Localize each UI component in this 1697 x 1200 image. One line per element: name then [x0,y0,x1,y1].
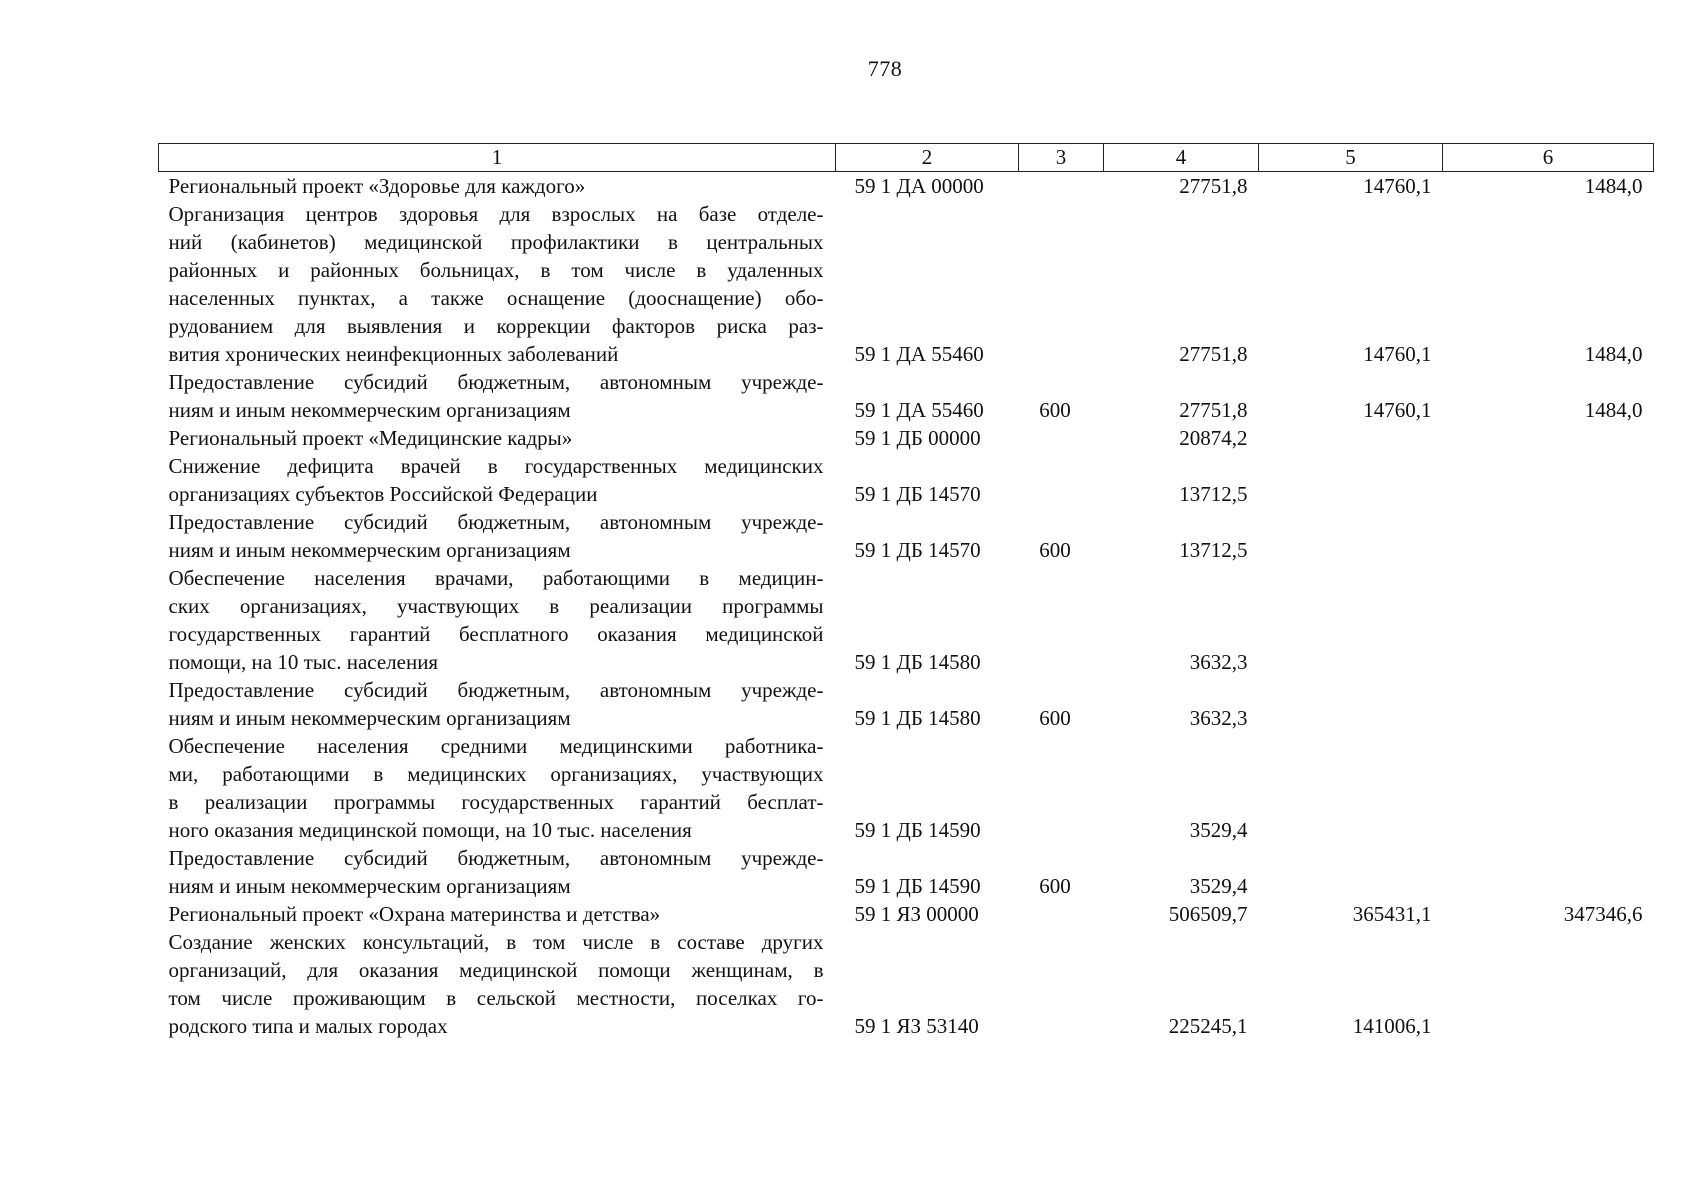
column-header-2: 2 [836,144,1019,172]
table-row [159,900,1654,928]
row-amount-col5 [1259,676,1443,732]
row-amount-col6 [1443,676,1654,732]
row-amount-col5: 365431,1 [1352,902,1432,926]
row-amount-col5: 14760,1 [1363,174,1432,198]
row-expense-type [1019,928,1104,1040]
table-row [159,424,1654,452]
row-name-line: том числе проживающим в сельской местности, поселках го- [168,986,824,1010]
row-amount-col6 [1443,564,1654,676]
row-amount-col4: 20874,2 [1179,426,1248,450]
row-expense-type [1019,452,1104,508]
row-name-line: Создание женских консультаций, в том числе в составе других [168,930,824,954]
row-name [159,368,836,424]
row-name [159,676,836,732]
table-row [159,844,1654,900]
row-name [159,452,836,508]
row-name [159,732,836,844]
table-row [159,172,1654,201]
row-name-line: вития хронических неинфекционных заболеваний [168,342,619,366]
budget-table [158,143,1654,1040]
row-target-code: 59 1 ЯЗ 00000 [854,902,979,926]
row-name-line: родского типа и малых городах [168,1014,448,1038]
row-name-line: Региональный проект «Медицинские кадры» [168,426,573,450]
table-row [159,452,1654,508]
row-name-line: Предоставление субсидий бюджетным, автономным учрежде- [168,510,824,534]
row-name [159,564,836,676]
table-row [159,676,1654,732]
row-amount-col4: 27751,8 [1179,174,1248,198]
row-amount-col4: 3632,3 [1189,706,1248,730]
row-amount-col6 [1443,452,1654,508]
row-target-code: 59 1 ДБ 14590 [854,874,981,898]
row-name-line: организаций, для оказания медицинской помощи женщинам, в [168,958,824,982]
row-expense-type: 600 [1039,398,1071,422]
table-row [159,732,1654,844]
column-header-4: 4 [1104,144,1259,172]
table-row [159,368,1654,424]
row-amount-col4: 225245,1 [1168,1014,1248,1038]
table-body [159,172,1654,1041]
row-name [159,424,836,452]
row-target-code: 59 1 ДБ 14580 [854,650,981,674]
table-row [159,928,1654,1040]
column-header-3: 3 [1019,144,1104,172]
row-amount-col6 [1443,508,1654,564]
table-row [159,200,1654,368]
row-amount-col5 [1259,732,1443,844]
row-expense-type: 600 [1039,538,1071,562]
header-row [159,144,1654,172]
table-row [159,564,1654,676]
row-amount-col6 [1443,844,1654,900]
row-amount-col6: 1484,0 [1584,342,1643,366]
row-target-code: 59 1 ДБ 14580 [854,706,981,730]
row-name [159,928,836,1040]
row-name [159,172,836,201]
row-name-line: Предоставление субсидий бюджетным, автономным учрежде- [168,846,824,870]
row-name [159,508,836,564]
row-amount-col6 [1443,424,1654,452]
row-amount-col6: 1484,0 [1584,174,1643,198]
row-target-code: 59 1 ДБ 00000 [854,426,981,450]
row-name-line: Предоставление субсидий бюджетным, автономным учрежде- [168,678,824,702]
row-target-code: 59 1 ДА 55460 [854,398,984,422]
row-target-code: 59 1 ДА 55460 [854,342,984,366]
row-target-code: 59 1 ЯЗ 53140 [854,1014,979,1038]
row-amount-col6: 347346,6 [1563,902,1643,926]
row-amount-col5 [1259,564,1443,676]
row-expense-type [1019,564,1104,676]
row-amount-col4: 27751,8 [1179,398,1248,422]
row-amount-col4: 13712,5 [1179,482,1248,506]
row-name-line: организациях субъектов Российской Федерации [168,482,598,506]
row-amount-col4: 3632,3 [1189,650,1248,674]
row-amount-col4: 3529,4 [1189,874,1248,898]
column-header-1: 1 [159,144,836,172]
row-name-line: ми, работающими в медицинских организациях, участвующих [168,762,824,786]
row-name-line: Обеспечение населения врачами, работающими в медицин- [168,566,824,590]
row-amount-col6 [1443,928,1654,1040]
row-amount-col4: 506509,7 [1168,902,1248,926]
row-name-line: в реализации программы государственных гарантий бесплат- [168,790,824,814]
row-amount-col5 [1259,844,1443,900]
row-name-line: ниям и иным некоммерческим организациям [168,706,571,730]
row-name-line: рудованием для выявления и коррекции факторов риска раз- [168,314,824,338]
row-expense-type [1019,200,1104,368]
row-name [159,844,836,900]
row-amount-col5: 14760,1 [1363,342,1432,366]
row-name-line: Предоставление субсидий бюджетным, автономным учрежде- [168,370,824,394]
row-amount-col5 [1259,508,1443,564]
row-target-code: 59 1 ДБ 14590 [854,818,981,842]
row-expense-type [1019,900,1104,928]
row-name-line: населенных пунктах, а также оснащение (дооснащение) обо- [168,286,824,310]
row-expense-type [1019,424,1104,452]
row-name-line: Региональный проект «Охрана материнства и детства» [168,902,661,926]
row-amount-col4: 13712,5 [1179,538,1248,562]
row-name-line: ниям и иным некоммерческим организациям [168,398,571,422]
row-expense-type: 600 [1039,874,1071,898]
row-amount-col5: 14760,1 [1363,398,1432,422]
row-name-line: ного оказания медицинской помощи, на 10 тыс. населения [168,818,692,842]
row-target-code: 59 1 ДА 00000 [854,174,984,198]
row-name-line: районных и районных больницах, в том числе в удаленных [168,258,824,282]
row-name-line: Обеспечение населения средними медицинскими работника- [168,734,824,758]
row-name-line: Организация центров здоровья для взрослых на базе отделе- [168,202,824,226]
row-name [159,900,836,928]
row-name [159,200,836,368]
row-amount-col5 [1259,452,1443,508]
row-amount-col6 [1443,732,1654,844]
row-name-line: помощи, на 10 тыс. населения [168,650,439,674]
row-name-line: ниям и иным некоммерческим организациям [168,874,571,898]
row-expense-type [1019,732,1104,844]
row-name-line: ниям и иным некоммерческим организациям [168,538,571,562]
table-header [159,144,1654,172]
column-header-5: 5 [1259,144,1443,172]
row-name-line: Региональный проект «Здоровье для каждого» [168,174,586,198]
row-amount-col4: 3529,4 [1189,818,1248,842]
column-header-6: 6 [1443,144,1654,172]
row-amount-col5 [1259,424,1443,452]
row-amount-col4: 27751,8 [1179,342,1248,366]
row-target-code: 59 1 ДБ 14570 [854,538,981,562]
row-target-code: 59 1 ДБ 14570 [854,482,981,506]
row-name-line: ний (кабинетов) медицинской профилактики в центральных [168,230,824,254]
row-expense-type [1019,172,1104,201]
row-amount-col5: 141006,1 [1352,1014,1432,1038]
row-name-line: государственных гарантий бесплатного оказания медицинской [168,622,824,646]
row-name-line: Снижение дефицита врачей в государственных медицинских [168,454,824,478]
page-number: 778 [867,56,903,81]
row-expense-type: 600 [1039,706,1071,730]
row-name-line: ских организациях, участвующих в реализации программы [168,594,824,618]
table-row [159,508,1654,564]
row-amount-col6: 1484,0 [1584,398,1643,422]
